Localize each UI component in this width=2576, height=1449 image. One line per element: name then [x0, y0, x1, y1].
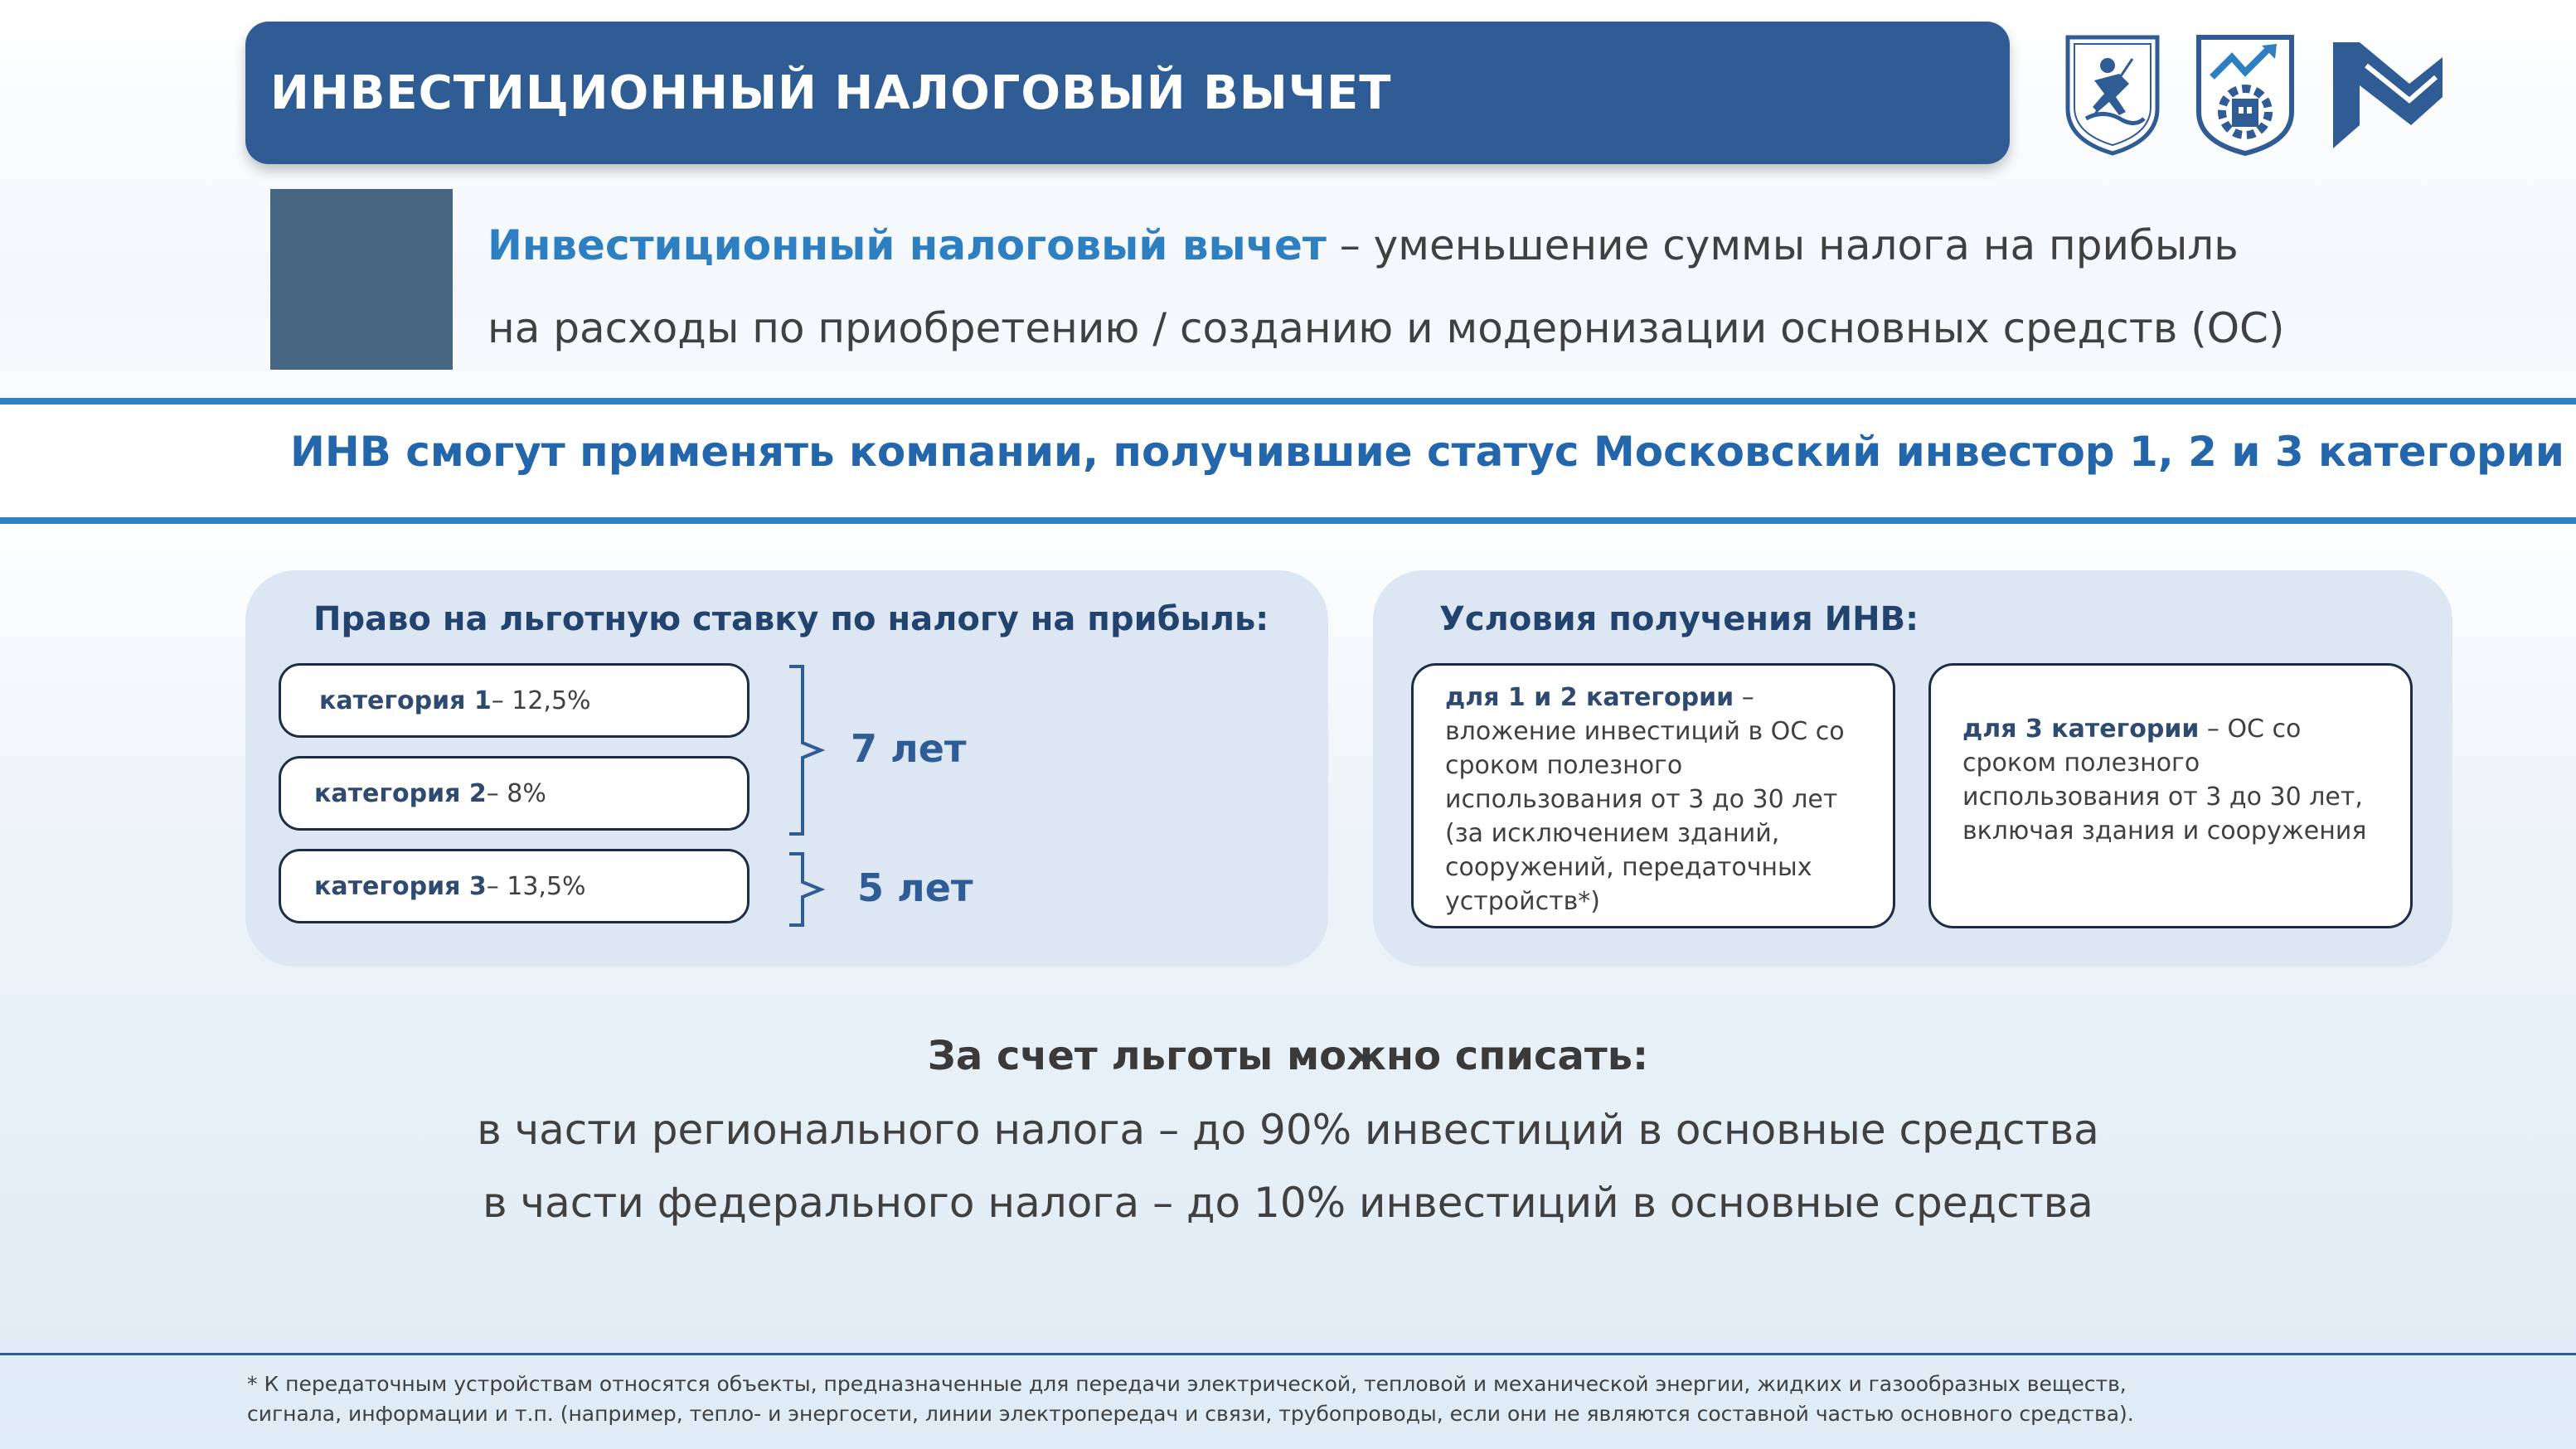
- banner-text: ИНВ смогут применять компании, получившие статус Московский инвестор 1, 2 и 3 категории: [290, 428, 2564, 476]
- banner-bottom-line: [0, 517, 2576, 524]
- footnote-line-2: сигнала, информации и т.п. (например, тепло- и энергосети, линии электропередач и связи, трубопроводы, если они не являются составной частью основного средства).: [247, 1402, 2134, 1426]
- years-7-label: 7 лет: [851, 726, 967, 771]
- definition-line1-rest: – уменьшение суммы налога на прибыль: [1326, 221, 2239, 269]
- rates-panel-title: Право на льготную ставку по налогу на прибыль:: [313, 600, 1269, 638]
- brace-5-years-icon: [786, 850, 827, 928]
- decorative-square: [270, 189, 453, 370]
- benefit-federal: в части федерального налога – до 10% инвестиций в основные средства: [483, 1179, 2093, 1227]
- definition-term: Инвестиционный налоговый вычет: [488, 221, 1327, 269]
- rate-category-label: категория 3: [314, 871, 487, 901]
- definition-text: [488, 204, 2284, 370]
- rate-value: – 8%: [486, 778, 546, 808]
- footnote-divider: [0, 1353, 2576, 1355]
- conditions-panel-title: Условия получения ИНВ:: [1439, 600, 1919, 638]
- condition-text: – ОС со сроком полезного использования от 3 до 30 лет, включая здания и сооружения: [1962, 715, 2367, 846]
- rate-category-label: категория 1: [319, 686, 492, 715]
- benefit-regional: в части регионального налога – до 90% инвестиций в основные средства: [477, 1106, 2099, 1154]
- rate-value: – 12,5%: [491, 686, 591, 715]
- footnote: [247, 1369, 2134, 1429]
- definition-line-1: [488, 204, 2284, 287]
- benefit-title: За счет льготы можно списать:: [927, 1033, 1649, 1079]
- years-5-label: 5 лет: [857, 865, 973, 910]
- header-bar: [245, 22, 2010, 164]
- condition-box-cat-1-2: [1411, 663, 1895, 928]
- condition-category: для 3 категории: [1962, 715, 2200, 744]
- condition-category: для 1 и 2 категории: [1445, 683, 1734, 712]
- brace-7-years-icon: [786, 663, 827, 837]
- rate-item-category-2: [279, 756, 750, 831]
- investment-gear-logo-icon: [2194, 32, 2297, 157]
- rate-item-category-1: [279, 663, 750, 738]
- footnote-line-1: * К передаточным устройствам относятся объекты, предназначенные для передачи электрической, тепловой и механической энергии, жидких и газообразных веществ,: [247, 1372, 2127, 1396]
- rate-value: – 13,5%: [486, 871, 586, 901]
- banner-top-line: [0, 398, 2576, 405]
- condition-text: – вложение инвестиций в ОС со сроком полезного использования от 3 до 30 лет (за исключением зданий, сооружений, передаточных устройств*): [1445, 683, 1845, 916]
- moscow-coat-of-arms-icon: [2061, 32, 2164, 157]
- condition-box-cat-3: [1928, 663, 2413, 928]
- rate-category-label: категория 2: [314, 778, 487, 808]
- rate-item-category-3: [279, 849, 750, 923]
- definition-line-2: на расходы по приобретению / созданию и модернизации основных средств (ОС): [488, 304, 2285, 352]
- page-title: ИНВЕСТИЦИОННЫЙ НАЛОГОВЫЙ ВЫЧЕТ: [270, 65, 1392, 120]
- mosinvest-arrow-logo-icon: [2326, 32, 2451, 157]
- logo-group: [2061, 28, 2451, 161]
